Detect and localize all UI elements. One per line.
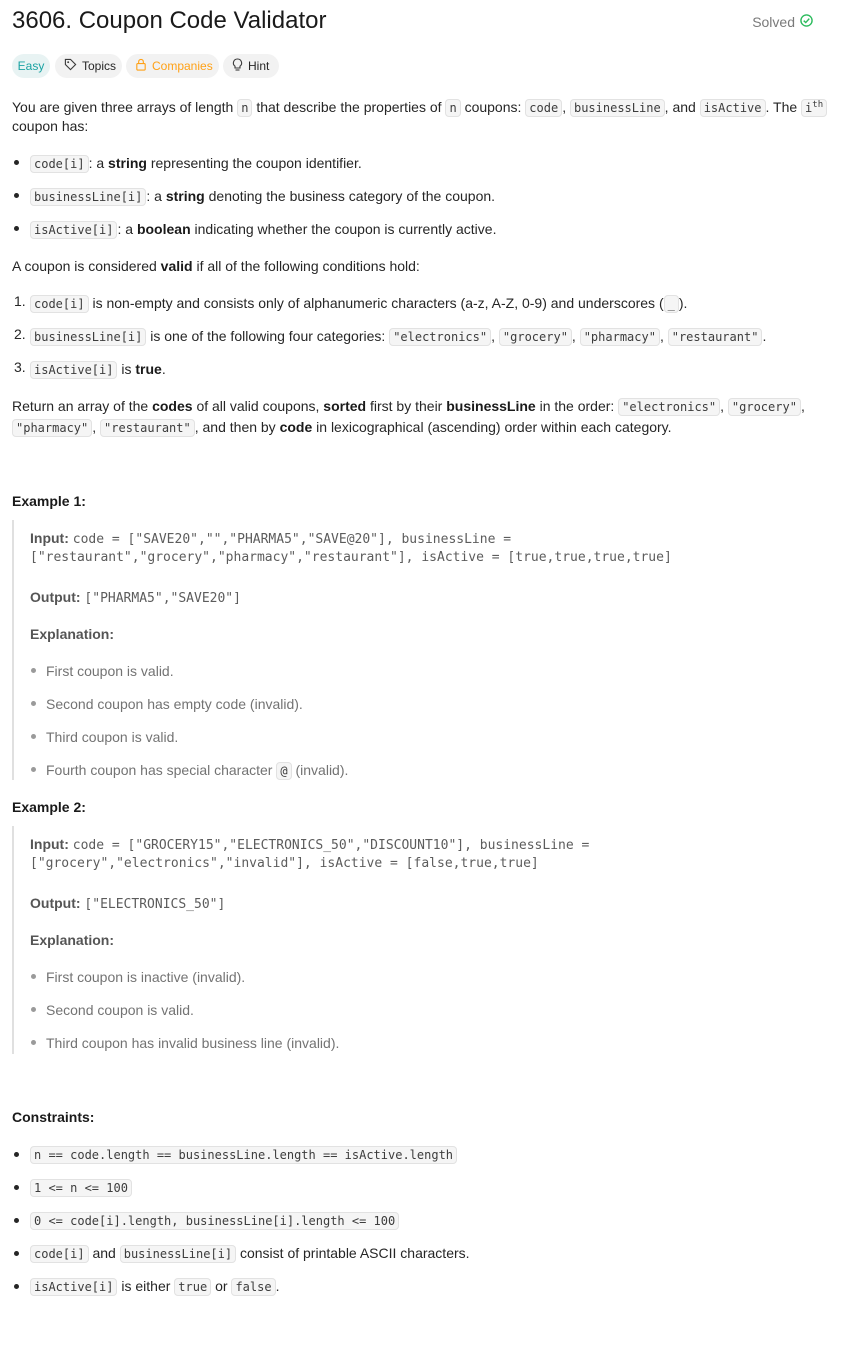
example-1-input-line1: Input: code = ["SAVE20","","PHARMA5","SAVE@20"], businessLine = bbox=[30, 530, 512, 547]
hint-label: Hint bbox=[248, 59, 270, 73]
intro-paragraph-line1: You are given three arrays of length n that describe the properties of n coupons: code , businessLine , and isActive . The $i^{th}$ bbox=[12, 95, 827, 119]
constraint-item: n == code.length == businessLine.length == isActive.length bbox=[30, 1144, 457, 1166]
example-2-explanation-label: Explanation: bbox=[30, 932, 115, 948]
bullet-dot bbox=[31, 767, 36, 772]
constraint-item: isActive[i] is either true or false . bbox=[30, 1276, 279, 1298]
tag-icon bbox=[64, 58, 77, 74]
bullet-dot bbox=[31, 734, 36, 739]
list-item: Fourth coupon has special character @ (invalid). bbox=[46, 762, 349, 778]
list-item: Third coupon is valid. bbox=[46, 729, 179, 745]
list-item: Third coupon has invalid business line (invalid). bbox=[46, 1035, 340, 1051]
example-1-border bbox=[12, 520, 14, 780]
problem-title[interactable]: 3606. Coupon Code Validator bbox=[12, 7, 327, 34]
list-item: First coupon is inactive (invalid). bbox=[46, 969, 246, 985]
condition-item: isActive[i] is true. bbox=[30, 359, 166, 381]
check-circle-icon bbox=[800, 14, 813, 30]
example-1-input-line2: ["restaurant","grocery","pharmacy","restaurant"], isActive = [true,true,true,true] bbox=[30, 550, 672, 565]
solved-label: Solved bbox=[752, 14, 795, 30]
bullet-dot bbox=[14, 1251, 19, 1256]
bullet-dot bbox=[31, 1007, 36, 1012]
example-2-border bbox=[12, 826, 14, 1054]
bullet-dot bbox=[14, 1185, 19, 1190]
list-item: code[i] : a string representing the coupon identifier. bbox=[30, 153, 362, 175]
bullet-dot bbox=[14, 1218, 19, 1223]
bullet-dot bbox=[31, 974, 36, 979]
topics-tag[interactable] bbox=[55, 54, 122, 78]
bullet-dot bbox=[14, 226, 19, 231]
return-paragraph-line1: Return an array of the codes of all valid coupons, sorted first by their businessLine in the order: "electronics" , "grocery" , bbox=[12, 398, 805, 414]
list-item: isActive[i] : a boolean indicating whether the coupon is currently active. bbox=[30, 219, 496, 241]
list-number: 1. bbox=[14, 293, 26, 309]
lightbulb-icon bbox=[232, 58, 243, 75]
solved-status bbox=[752, 14, 813, 30]
bullet-dot bbox=[14, 1284, 19, 1289]
return-paragraph-line2: "pharmacy" , "restaurant" , and then by code in lexicographical (ascending) order within each category. bbox=[12, 417, 672, 439]
example-2-input-line1: Input: code = ["GROCERY15","ELECTRONICS_50","DISCOUNT10"], businessLine = bbox=[30, 836, 590, 853]
companies-tag[interactable] bbox=[126, 54, 219, 78]
list-item: First coupon is valid. bbox=[46, 663, 174, 679]
difficulty-label: Easy bbox=[17, 59, 45, 73]
bullet-dot bbox=[14, 160, 19, 165]
lock-icon bbox=[135, 58, 147, 74]
bullet-dot bbox=[14, 1152, 19, 1157]
list-item: Second coupon has empty code (invalid). bbox=[46, 696, 303, 712]
topics-label: Topics bbox=[82, 59, 117, 73]
condition-item: businessLine[i] is one of the following four categories: "electronics" , "grocery" , "pharmacy" , "restaurant" . bbox=[30, 326, 766, 348]
bullet-dot bbox=[14, 193, 19, 198]
bullet-dot bbox=[31, 701, 36, 706]
hint-tag[interactable] bbox=[223, 54, 279, 78]
constraints-heading: Constraints: bbox=[12, 1109, 95, 1125]
example-1-output: Output: ["PHARMA5","SAVE20"] bbox=[30, 589, 241, 606]
companies-label: Companies bbox=[152, 59, 213, 73]
example-2-heading: Example 2: bbox=[12, 799, 86, 815]
list-item: businessLine[i] : a string denoting the business category of the coupon. bbox=[30, 186, 495, 208]
constraint-item: 0 <= code[i].length, businessLine[i].length <= 100 bbox=[30, 1210, 399, 1232]
constraint-item: code[i] and businessLine[i] consist of printable ASCII characters. bbox=[30, 1243, 470, 1265]
difficulty-badge bbox=[12, 54, 50, 78]
bullet-dot bbox=[31, 668, 36, 673]
list-number: 2. bbox=[14, 326, 26, 342]
list-item: Second coupon is valid. bbox=[46, 1002, 194, 1018]
example-2-input-line2: ["grocery","electronics","invalid"], isActive = [false,true,true] bbox=[30, 856, 539, 871]
intro-paragraph-line2: coupon has: bbox=[12, 118, 89, 134]
list-number: 3. bbox=[14, 359, 26, 375]
example-1-explanation-label: Explanation: bbox=[30, 626, 115, 642]
example-1-heading: Example 1: bbox=[12, 493, 86, 509]
condition-item: code[i] is non-empty and consists only of alphanumeric characters (a-z, A-Z, 0-9) and underscores ( _ ). bbox=[30, 293, 687, 315]
bullet-dot bbox=[31, 1040, 36, 1045]
constraint-item: 1 <= n <= 100 bbox=[30, 1177, 132, 1199]
valid-paragraph: A coupon is considered valid if all of the following conditions hold: bbox=[12, 258, 420, 274]
example-2-output: Output: ["ELECTRONICS_50"] bbox=[30, 895, 226, 912]
